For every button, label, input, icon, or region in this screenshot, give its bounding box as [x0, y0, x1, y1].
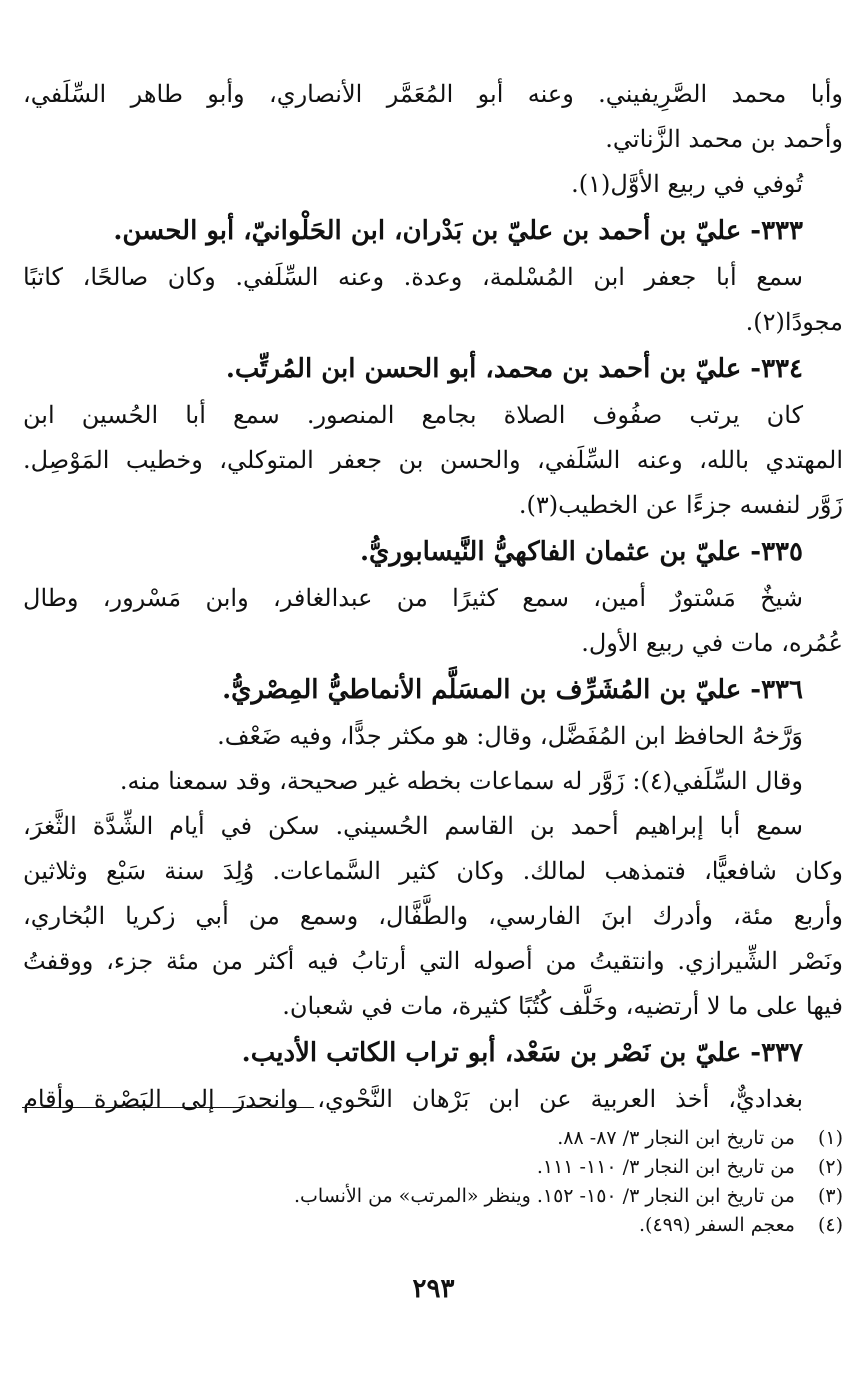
main-text: [23, 72, 843, 1122]
text-line: وَرَّخهُ الحافظ ابن المُفَضَّل، وقال: هو مكثر جدًّا، وفيه ضَعْف.: [217, 722, 803, 750]
text-line: بغداديٌّ، أخذ العربية عن ابن بَرْهان النَّحْوي، وانحدرَ إلى البَصْرة وأقام: [23, 1085, 803, 1113]
footnote: [23, 1153, 843, 1182]
text-line: ونَصْر الشِّيرازي. وانتقيتُ من أصوله التي أرتابُ فيه أكثر من مئة جزء، ووقفتُ: [23, 947, 843, 975]
footnote-number: (٢): [817, 1156, 843, 1178]
text-line: وأحمد بن محمد الزَّناتي.: [605, 125, 843, 153]
footnote-number: (٤): [817, 1214, 843, 1236]
text-line: كان يرتب صفُوف الصلاة بجامع المنصور. سمع أبا الحُسين ابن: [23, 401, 803, 429]
text-line: شيخٌ مَسْتورٌ أمين، سمع كثيرًا من عبدالغافر، وابن مَسْرور، وطال: [23, 584, 803, 612]
footnote-text: من تاريخ ابن النجار ٣/ ١٥٠- ١٥٢. وينظر «المرتب» من الأنساب.: [293, 1185, 795, 1207]
entry-heading-334: ٣٣٤- عليّ بن أحمد بن محمد، أبو الحسن ابن المُرتِّب.: [225, 354, 803, 384]
text-line: المهتدي بالله، وعنه السِّلَفي، والحسن بن جعفر المتوكلي، وخطيب المَوْصِل.: [23, 446, 843, 474]
text-line: زَوَّر لنفسه جزءًا عن الخطيب(٣).: [518, 491, 843, 519]
text-line: وقال السِّلَفي(٤): زَوَّر له سماعات بخطه غير صحيحة، وقد سمعنا منه.: [119, 767, 803, 795]
text-line: وأربع مئة، وأدرك ابنَ الفارسي، والطَّفَّال، وسمع من أبي زكريا البُخاري،: [23, 902, 843, 930]
text-line: وأبا محمد الصَّرِيفيني. وعنه أبو المُعَمَّر الأنصاري، وأبو طاهر السِّلَفي،: [23, 80, 843, 108]
text-line: سمع أبا إبراهيم أحمد بن القاسم الحُسيني. سكن في أيام الشِّدَّة الثَّغرَ،: [23, 812, 803, 840]
footnote-text: معجم السفر (٤٩٩).: [639, 1214, 795, 1236]
footnote: [23, 1211, 843, 1240]
footnote-text: من تاريخ ابن النجار ٣/ ٨٧- ٨٨.: [557, 1127, 795, 1149]
text-line: وكان شافعيًّا، فتمذهب لمالك. وكان كثير السَّماعات. وُلِدَ سنة سَبْع وثلاثين: [23, 857, 843, 885]
text-line: مجودًا(٢).: [745, 308, 843, 336]
text-line: عُمُره، مات في ربيع الأول.: [581, 629, 843, 657]
entry-heading-333: ٣٣٣- عليّ بن أحمد بن عليّ بن بَدْران، ابن الحَلْوانيّ، أبو الحسن.: [113, 216, 803, 246]
text-line: فيها على ما لا أرتضيه، وخَلَّف كُتُبًا كثيرة، مات في شعبان.: [282, 992, 843, 1020]
footnote-number: (١): [817, 1127, 843, 1149]
entry-heading-337: ٣٣٧- عليّ بن نَصْر بن سَعْد، أبو تراب الكاتب الأديب.: [241, 1038, 803, 1068]
text-line: تُوفي في ربيع الأوَّل(١).: [571, 170, 803, 198]
footnote-text: من تاريخ ابن النجار ٣/ ١١٠- ١١١.: [536, 1156, 795, 1178]
footnote-divider: [22, 1107, 314, 1108]
footnote-number: (٣): [817, 1185, 843, 1207]
footnote: [23, 1182, 843, 1211]
footnotes: [23, 1124, 843, 1240]
footnote: [23, 1124, 843, 1153]
text-line: سمع أبا جعفر ابن المُسْلمة، وعدة. وعنه السِّلَفي. وكان صالحًا، كاتبًا: [23, 263, 803, 291]
entry-heading-336: ٣٣٦- عليّ بن المُشَرِّف بن المسَلَّم الأنماطيُّ المِصْريُّ.: [222, 675, 803, 705]
page-number: ٢٩٣: [412, 1274, 455, 1304]
entry-heading-335: ٣٣٥- عليّ بن عثمان الفاكهيُّ النَّيسابوريُّ.: [359, 537, 803, 567]
